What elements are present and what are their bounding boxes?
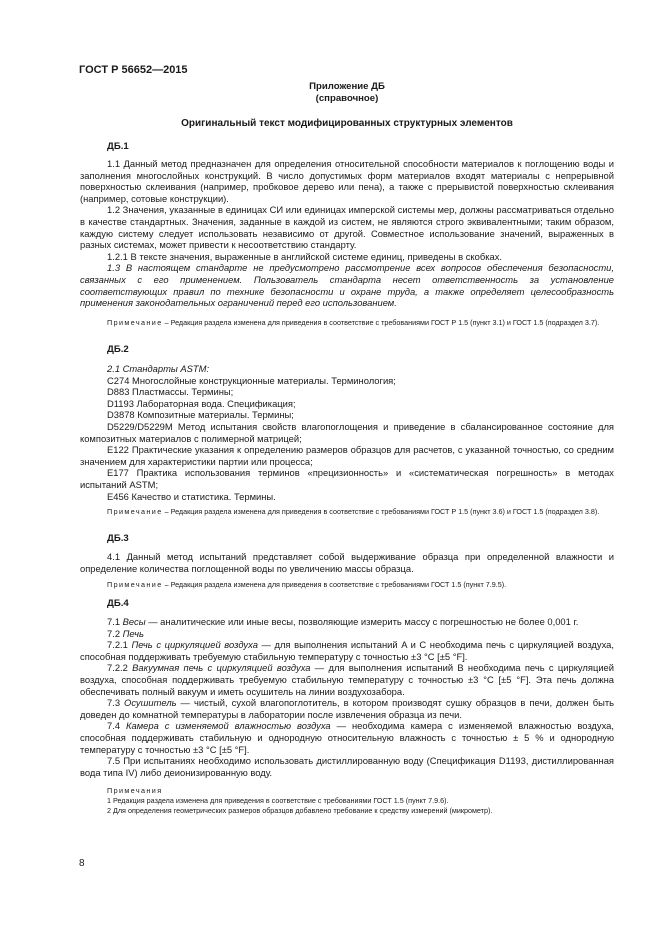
- note-item: 1 Редакция раздела изменена для приведения в соответствие с требованиями ГОСТ 1.5 (пункт 7.9.6).: [107, 796, 449, 805]
- note-label: Примечание: [107, 507, 163, 516]
- section-db1-body: [80, 158, 614, 309]
- standard-item: E122 Практические указания к определению размеров образцов для расчетов, с указанной точностью, со средним значением для характеристики партии или процесса;: [80, 444, 614, 467]
- standard-item: C274 Многослойные конструкционные материалы. Терминология;: [107, 374, 396, 386]
- section-label: ДБ.2: [107, 344, 129, 355]
- note-db1: [80, 318, 614, 328]
- notes-db4: [80, 786, 614, 816]
- section-db4-body: [80, 616, 614, 778]
- annex-heading: Оригинальный текст модифицированных структурных элементов: [181, 118, 513, 129]
- paragraph-7-5: 7.5 При испытаниях необходимо использовать дистиллированную воду (Спецификация D1193, дистиллированная вода типа IV) либо деионизированную воду.: [80, 755, 614, 778]
- paragraph-4-1: 4.1 Данный метод испытаний представляет собой выдерживание образца при определенной влажности и определение количества поглощенной воды по увеличению массы образца.: [80, 551, 614, 574]
- section-db1: [80, 141, 614, 153]
- standard-item: D1193 Лабораторная вода. Спецификация;: [107, 397, 296, 409]
- note-text: – Редакция раздела изменена для приведения в соответствие с требованиями ГОСТ Р 1.5 (пункт 3.6) и ГОСТ 1.5 (подраздел 3.8).: [162, 507, 600, 516]
- section-db3-body: [80, 551, 614, 574]
- standard-item: D883 Пластмассы. Термины;: [107, 386, 234, 398]
- note-item: 2 Для определения геометрических размеров образцов добавлено требование к средству измерений (микрометр).: [107, 806, 493, 815]
- standard-item: E177 Практика использования терминов «прецизионность» и «систематическая погрешность» в методах испытаний ASTM;: [80, 467, 614, 490]
- paragraph-7-1: 7.1 Весы — аналитические или иные весы, позволяющие измерить массу с погрешностью не более 0,001 г.: [107, 616, 579, 627]
- section-label: ДБ.1: [107, 141, 129, 152]
- paragraph-7-4: 7.4 Камера с изменяемой влажностью воздуха — необходима камера с изменяемой влажностью воздуха, способная поддерживать стабильную и однородную относительную влажность с точностью ± 5 % и однородную температуру с точностью ±3 °С [±5 °F].: [80, 720, 614, 755]
- annex-subtitle: (справочное): [315, 92, 379, 104]
- note-db3: [80, 580, 614, 590]
- note-text: – Редакция раздела изменена для приведения в соответствие с требованиями ГОСТ 1.5 (пункт 7.9.5).: [162, 580, 507, 589]
- standard-item: D3878 Композитные материалы. Термины;: [107, 409, 294, 421]
- standards-intro: 2.1 Стандарты ASTM:: [107, 363, 210, 374]
- section-db2-body: [80, 363, 614, 502]
- notes-label: Примечания: [107, 786, 163, 795]
- section-label: ДБ.4: [107, 598, 129, 609]
- note-label: Примечание: [107, 580, 163, 589]
- paragraph-7-2-1: 7.2.1 Печь с циркуляцией воздуха — для выполнения испытаний A и C необходима печь с циркуляцией воздуха, способная поддерживать требуемую стабильную температуру с точностью ±3 °С [±5 °F].: [80, 639, 614, 662]
- annex-title: Приложение ДБ: [309, 81, 385, 92]
- paragraph-7-2-2: 7.2.2 Вакуумная печь с циркуляцией воздуха — для выполнения испытаний B необходима печь с циркуляцией воздуха, способная поддерживать требуемую стабильную температуру с точностью ±3 °С [±5 °F]. Эта печь должна обеспечивать полный вакуум и иметь осушитель на линии воздухозабора.: [80, 662, 615, 697]
- section-db3: [80, 533, 614, 545]
- standard-item: D5229/D5229M Метод испытания свойств влагопоглощения и приведение в сбалансированное состояние для композитных материалов с полимерной матрицей;: [80, 420, 614, 444]
- paragraph-1-2: 1.2 Значения, указанные в единицах СИ или единицах имперской системы мер, должны рассматриваться отдельно в качестве стандартных. Значения, заданные в каждой из систем, не являются строго эквивалентными; таким образом, каждую систему следует использовать независимо от другой. Совместное использование значений, выраженных в разных системах, может привести к несоответствию стандарту.: [80, 204, 614, 251]
- note-text: – Редакция раздела изменена для приведения в соответствие с требованиями ГОСТ Р 1.5 (пункт 3.1) и ГОСТ 1.5 (подраздел 3.7).: [162, 318, 600, 327]
- note-db2: [80, 507, 614, 517]
- paragraph-1-1: 1.1 Данный метод предназначен для определения относительной способности материалов к поглощению воды и заполнения многослойных конструкций. В число допустимых форм материалов входят материалы с непрерывной поверхностью склеивания (например, пробковое дерево или пена), а также с прерывистой поверхностью склеивания (например, сотовые конструкции).: [80, 158, 614, 204]
- annex-title-block: [80, 81, 614, 104]
- section-label: ДБ.3: [107, 533, 129, 544]
- paragraph-1-2-1: 1.2.1 В тексте значения, выраженные в английской системе единиц, приведены в скобках.: [107, 250, 503, 262]
- paragraph-7-2: 7.2 Печь: [107, 627, 144, 639]
- standard-item: E456 Качество и статистика. Термины.: [107, 490, 276, 502]
- standard-code: ГОСТ Р 56652—2015: [79, 64, 188, 76]
- paragraph-7-3: 7.3 Осушитель — чистый, сухой влагопоглотитель, в котором производят сушку образцов в печи, должен быть доведен до комнатной температуры в лаборатории после извлечения образца из печи.: [80, 697, 614, 720]
- note-label: Примечание: [107, 318, 163, 327]
- page-number: 8: [79, 858, 85, 869]
- paragraph-1-3: 1.3 В настоящем стандарте не предусмотрено рассмотрение всех вопросов обеспечения безопасности, связанных с его применением. Пользователь стандарта несет ответственность за установление соответствующих правил по технике безопасности и охране труда, а также определяет целесообразность применения законодательных ограничений перед его использованием.: [80, 262, 614, 309]
- section-db4: [80, 598, 614, 610]
- section-db2: [80, 344, 614, 356]
